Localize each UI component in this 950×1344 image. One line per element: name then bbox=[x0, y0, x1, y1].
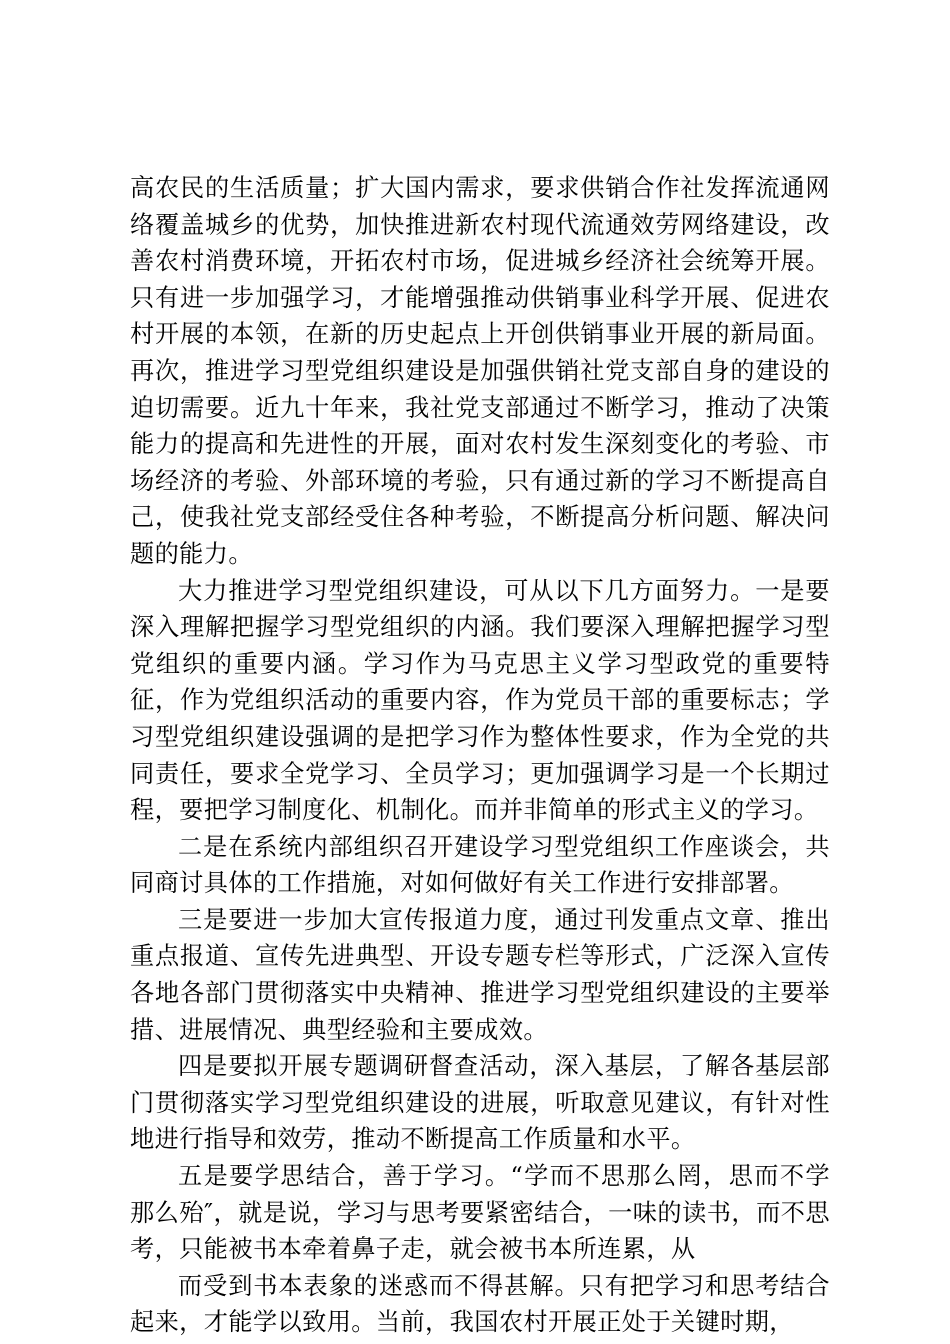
paragraph-6: 五是要学思结合，善于学习。“学而不思那么罔，思而不学那么殆″，就是说，学习与思考要紧密结合，一味的读书，而不思考，只能被书本牵着鼻子走，就会被书本所连累，从 bbox=[130, 1162, 830, 1264]
paragraph-7: 而受到书本表象的迷惑而不得甚解。只有把学习和思考结合起来，才能学以致用。当前，我国农村开展正处于关键时期， bbox=[130, 1271, 830, 1337]
paragraph-3: 二是在系统内部组织召开建设学习型党组织工作座谈会，共同商讨具体的工作措施，对如何做好有关工作进行安排部署。 bbox=[130, 832, 830, 898]
paragraph-1: 高农民的生活质量；扩大国内需求，要求供销合作社发挥流通网络覆盖城乡的优势，加快推进新农村现代流通效劳网络建设，改善农村消费环境，开拓农村市场，促进城乡经济社会统筹开展。只有进一步加强学习，才能增强推动供销事业科学开展、促进农村开展的本领，在新的历史起点上开创供销事业开展的新局面。再次，推进学习型党组织建设是加强供销社党支部自身的建设的迫切需要。近九十年来，我社党支部通过不断学习，推动了决策能力的提高和先进性的开展，面对农村发生深刻变化的考验、市场经济的考验、外部环境的考验，只有通过新的学习不断提高自己，使我社党支部经受住各种考验，不断提高分析问题、解决问题的能力。 bbox=[130, 174, 830, 568]
paragraph-4: 三是要进一步加大宣传报道力度，通过刊发重点文章、推出重点报道、宣传先进典型、开设专题专栏等形式，广泛深入宣传各地各部门贯彻落实中央精神、推进学习型党组织建设的主要举措、进展情况、典型经验和主要成效。 bbox=[130, 905, 830, 1044]
document-body bbox=[130, 170, 830, 1341]
paragraph-5: 四是要拟开展专题调研督查活动，深入基层，了解各基层部门贯彻落实学习型党组织建设的进展，听取意见建议，有针对性地进行指导和效劳，推动不断提高工作质量和水平。 bbox=[130, 1052, 830, 1154]
paragraph-2: 大力推进学习型党组织建设，可从以下几方面努力。一是要深入理解把握学习型党组织的内涵。我们要深入理解把握学习型党组织的重要内涵。学习作为马克思主义学习型政党的重要特征，作为党组织活动的重要内容，作为党员干部的重要标志；学习型党组织建设强调的是把学习作为整体性要求，作为全党的共同责任，要求全党学习、全员学习；更加强调学习是一个长期过程，要把学习制度化、机制化。而并非简单的形式主义的学习。 bbox=[130, 576, 830, 825]
